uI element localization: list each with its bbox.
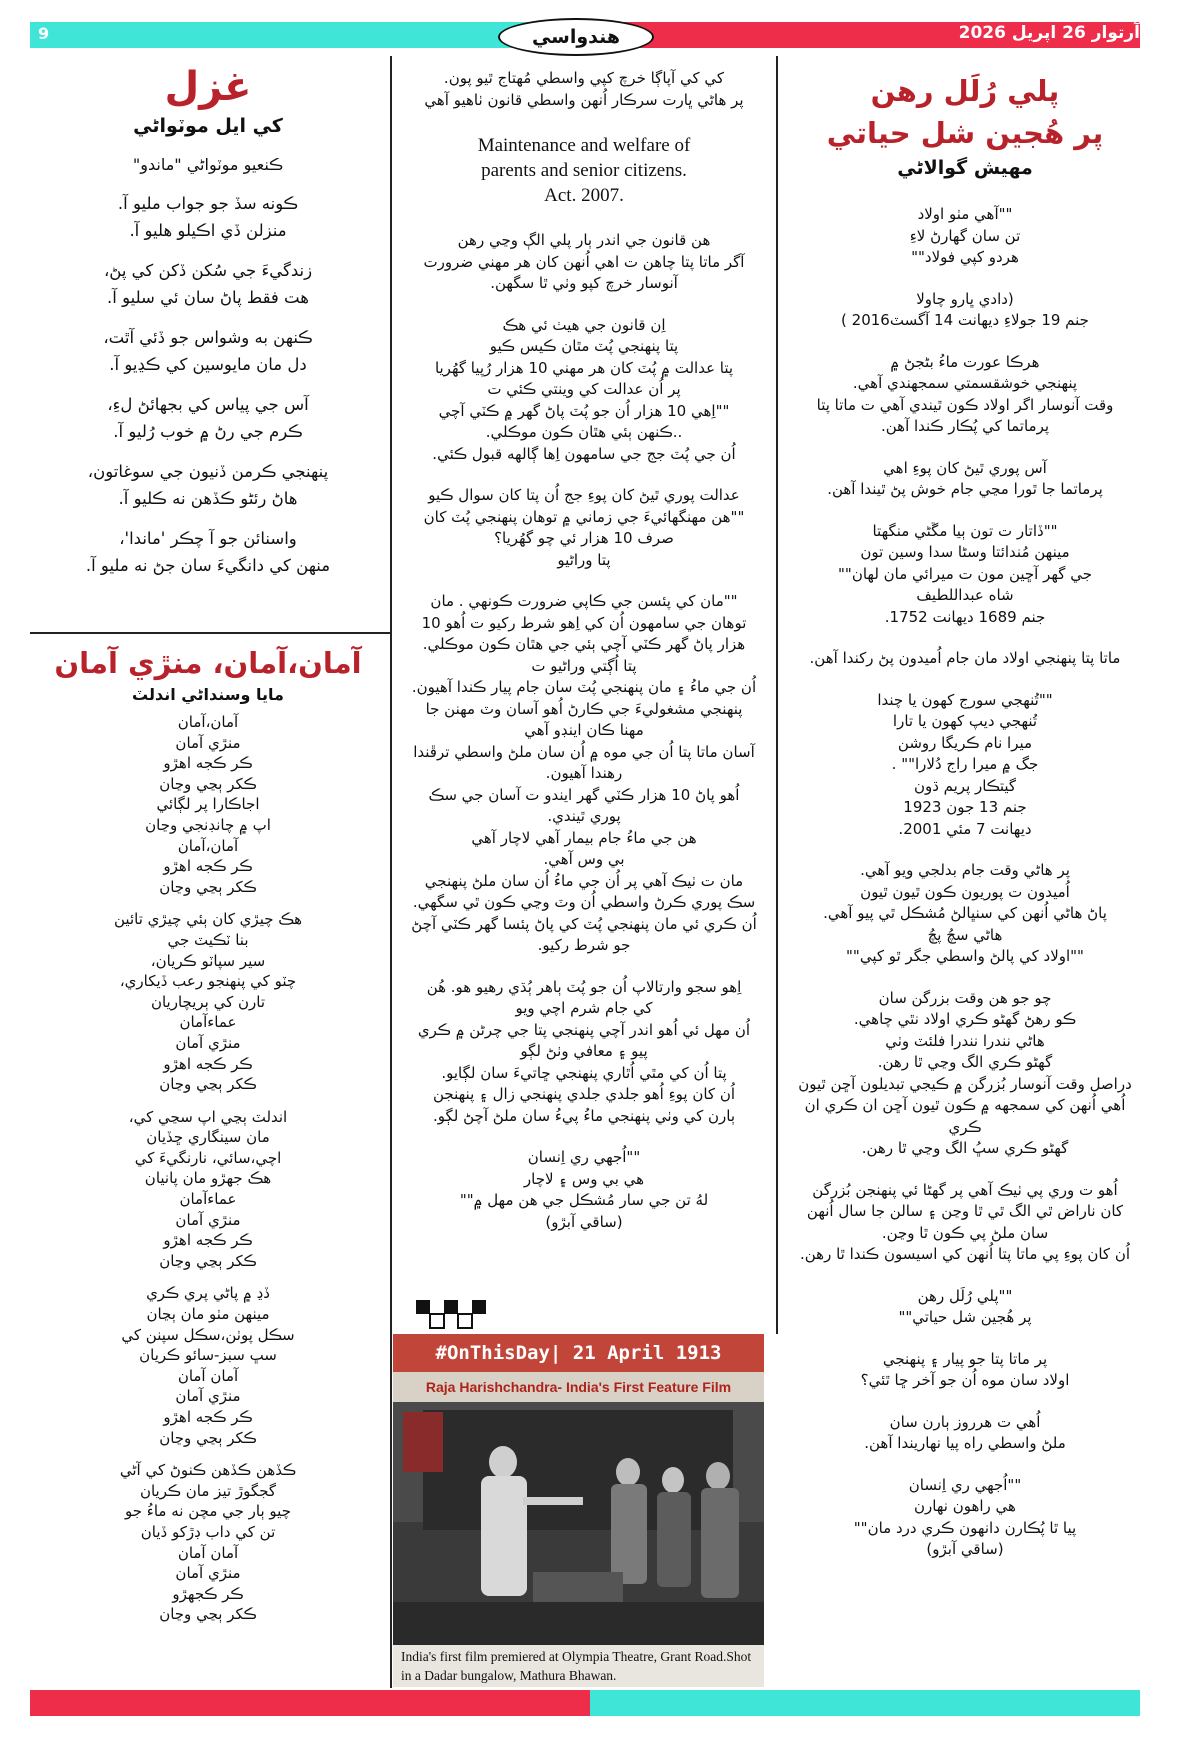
text-line: ""اُجهي ري اِنسان bbox=[527, 1148, 641, 1166]
text-line: پاڻ هاڻي اُنهن کي سنڀالڻ مُشڪل ٿي پيو آهي. bbox=[823, 904, 1107, 922]
section-rule bbox=[30, 632, 390, 634]
text-line: هزار پاڻ گهر ڪٽي آچي ٻئي جي هٿان ڪون موڪلي. bbox=[422, 635, 746, 653]
text-line: سڪ پوري ڪرڻ واسطي اُن وٽ وڃي ڪون ٿي سگهي. bbox=[412, 893, 756, 911]
couplet-line: هت فقط پاڻ سان ئي سليو آ. bbox=[107, 287, 309, 307]
text-line: اُن مهل ئي اُهو اندر آچي پنهنجي پتا جي چرڻن ۾ ڪري bbox=[417, 1020, 751, 1039]
article-paragraph bbox=[790, 860, 1140, 968]
text-line: ٻارن کي وٺي پنهنجي ماءُ پيءُ سان ملڻ آچڻ لڳو. bbox=[433, 1106, 735, 1125]
poem-line: اجاڪارا پر لڳائي bbox=[156, 795, 260, 814]
page-number: 9 bbox=[38, 24, 50, 43]
text-line: ""ڏاتار ت تون ٻيا مڱڻي منگهتا bbox=[872, 521, 1058, 540]
text-line: هي راهون نهارن bbox=[914, 1497, 1016, 1515]
text-line: پيو ۽ معافي وٺڻ لڳو bbox=[520, 1042, 648, 1060]
article-paragraph bbox=[790, 690, 1140, 841]
poem-line: ڪکر ٻڃي وڃان bbox=[159, 1428, 257, 1447]
text-line: دراصل وقت آنوسار بُزرگن ۾ ڪيجي تبديلون آڇن ٿيون bbox=[798, 1074, 1132, 1093]
text-line: اُميدون ت پوريون ڪون ٿيون ٿيون bbox=[860, 882, 1070, 901]
stanza-gap bbox=[30, 897, 386, 909]
text-line: ديهانت 7 مئي 2001. bbox=[898, 819, 1032, 838]
middle-body bbox=[398, 230, 770, 1233]
text-line: گهڻو ڪري الگ وڃي ٿا رهن. bbox=[877, 1053, 1053, 1071]
text-line: اُهي اُنهن کي سمجهه ۾ ڪون ٿيون آڇن ان ڪري ان ڪري bbox=[804, 1096, 1126, 1136]
poem-line: ڪر ڪجه اهڙو bbox=[163, 1054, 253, 1073]
article-paragraph bbox=[398, 230, 770, 295]
text-line: ..ڪنهن ٻئي هٿان ڪون موڪلي. bbox=[485, 423, 683, 441]
article-author: مهيش گوالاڻي bbox=[897, 157, 1033, 179]
poem-line: عماءآمان bbox=[179, 1190, 237, 1209]
text-line: گيتڪار پريم ڌون bbox=[913, 776, 1017, 795]
poem-line: ڪکر ٻڃي وڃان bbox=[159, 774, 257, 793]
masthead-logo: هندواسي bbox=[498, 18, 654, 56]
text-line: اِن قانون جي هيٺ ئي هڪ bbox=[502, 315, 666, 334]
poem-line: آمان،آمان bbox=[177, 836, 239, 855]
poem-line: آمان آمان bbox=[177, 1543, 239, 1562]
text-line: کي کي آپاڳا خرچ کپي واسطي مُهتاج ٿيو پون. bbox=[443, 69, 725, 87]
column-rule-right bbox=[776, 56, 778, 1334]
text-line: پنهنجي مشغوليءَ جي ڪارڻ اُهو آسان وٽ مهنن جا bbox=[425, 699, 743, 718]
poem-line: اچي،سائي، نارنگيءَ کي bbox=[134, 1148, 282, 1167]
text-line: ميرا نام ڪريگا روشن bbox=[897, 733, 1033, 752]
poem-line: مينهن مٺو مان ٻڃان bbox=[146, 1305, 270, 1324]
text-line: تُنهجي ديپ کهون يا تارا bbox=[892, 712, 1038, 730]
text-line: آگر ماتا پتا چاهن ت اهي اُنهن کان هر مهني ضرورت bbox=[423, 252, 745, 271]
text-line: سان ملڻ پي ڪون ٿا وڃن. bbox=[881, 1223, 1049, 1242]
photo-caption: India's first film premiered at Olympia Theatre, Grant Road.Shot in a Dadar bungalow, Mathura Bhawan. bbox=[393, 1645, 764, 1687]
text-line: ""مان کي پئسن جي ڪاپي ضرورت ڪونهي . مان bbox=[430, 592, 738, 610]
poem-line: مان سينگاري ڇڏيان bbox=[146, 1128, 270, 1147]
text-line: کان ناراض ٿي الگ ٿي ٿا وڃن ۽ سالن جا سال اُنهن bbox=[806, 1202, 1124, 1220]
text-line: اِهو سجو وارتالاپ اُن جو پُٽ ٻاهر ٻُڌي رهيو هو. هُن bbox=[426, 977, 742, 996]
footer-bar-left bbox=[30, 1690, 590, 1716]
text-line: صرف 10 هزار ئي چو گهُريا؟ bbox=[494, 529, 674, 547]
text-line: بي وس آهي. bbox=[543, 850, 625, 868]
text-line: پر هاڻي وقت جام بدلجي ويو آهي. bbox=[860, 861, 1070, 879]
footer-bar-right bbox=[590, 1690, 1140, 1716]
text-line: ""اولاد کي پالڻ واسطي جگر ٿو کپي"" bbox=[846, 947, 1084, 965]
poem-line: ڪکر ٻڃي وڃان bbox=[159, 1605, 257, 1624]
couplet-line: هاڻ رئڻو ڪڏهن نه ڪليو آ. bbox=[118, 488, 298, 508]
act-title-line: Maintenance and welfare of bbox=[477, 135, 691, 156]
text-line: پر هُجين شل حياتي"" bbox=[898, 1308, 1032, 1326]
article-title-line1: پلي رُلَل رهن bbox=[870, 74, 1060, 108]
poem-line: هڪ جهڙو مان پانيان bbox=[144, 1169, 272, 1188]
text-line: مينهن مُندائتا وسڻا سدا وسين تون bbox=[860, 543, 1070, 561]
text-line: آسان ماتا پتا اُن جي موه ۾ اُن سان ملڻ واسطي ترڦندا bbox=[413, 742, 755, 761]
text-line: پتا پنهنجي پُٽ مٿان ڪيس ڪيو bbox=[489, 337, 679, 355]
text-line: (ساقي آبڙو) bbox=[926, 1540, 1004, 1558]
text-line: توهان جي سامهون اُن کي اِهو شرط رکيو ت اُهو 10 bbox=[421, 613, 747, 632]
column-rule-left bbox=[390, 56, 392, 1688]
couplet-line: ڪرم جي رڻ ۾ خوب رُليو آ. bbox=[113, 421, 303, 441]
text-line: رهندا آهيون. bbox=[545, 764, 623, 782]
text-line: هاڻي نندرا نندرا فلئٽ وٺي bbox=[885, 1031, 1045, 1050]
couplet-line: منهن کي دانگيءَ سان جڻ نه مليو آ. bbox=[85, 555, 331, 575]
poem-line: اپ ۾ چانڊنجي وڃان bbox=[145, 815, 271, 834]
article-paragraph bbox=[790, 1475, 1140, 1561]
text-line: اُهو پاڻ 10 هزار ڪٽي گهر ايندو ت آسان جي سڪ bbox=[428, 785, 740, 804]
couplet-line: زندگيءَ جي سُکن ڏکن کي پڻ، bbox=[103, 260, 313, 280]
article-paragraph bbox=[790, 1412, 1140, 1455]
article-paragraph bbox=[790, 458, 1140, 501]
text-line: ""هن مهنگهائيءَ جي زماني ۾ توهان پنهنجي پُٽ کان bbox=[423, 507, 745, 526]
poem-line: هڪ چيڙي کان ٻئي چيڙي تائين bbox=[114, 910, 302, 929]
article-paragraph bbox=[790, 204, 1140, 269]
poem-line: گجگوڙ تيز مان ڪريان bbox=[139, 1481, 277, 1500]
act-title-line: parents and senior citizens. bbox=[481, 160, 687, 181]
article-paragraph bbox=[790, 1286, 1140, 1329]
poem-line: ڪکر ٻڃي وڃان bbox=[159, 1251, 257, 1270]
photo-subtitle: Raja Harishchandra- India's First Feature Film bbox=[393, 1372, 764, 1402]
article-body bbox=[790, 204, 1140, 1561]
text-line: ملڻ واسطي راه پيا نهاريندا آهن. bbox=[864, 1434, 1066, 1452]
ghazal-couplet bbox=[30, 458, 386, 512]
couplet-line: دل مان مايوسين کي ڪڍيو آ. bbox=[109, 354, 307, 374]
text-line: ""اُجهي ري اِنسان bbox=[908, 1475, 1022, 1494]
article-paragraph bbox=[398, 315, 770, 466]
poem-line: ڏڍ ۾ پاڻي پري ڪري bbox=[146, 1284, 270, 1303]
poem-line: ڪکر ٻڃي وڃان bbox=[159, 877, 257, 896]
text-line: وقت آنوسار اگر اولاد ڪون ٿيندي آهي ت ماتا پتا bbox=[816, 395, 1114, 414]
article-paragraph bbox=[790, 1180, 1140, 1266]
text-line: اُهي ت هرروز ٻارن سان bbox=[889, 1412, 1041, 1431]
ghazal-couplet bbox=[30, 190, 386, 244]
text-line: (دادي ڀارو چاولا bbox=[916, 289, 1014, 308]
decorative-pattern-icon bbox=[416, 1300, 486, 1332]
photo-banner: #OnThisDay| 21 April 1913 bbox=[393, 1334, 764, 1372]
text-line: کي جام شرم اچي ويو bbox=[515, 999, 653, 1017]
poem-line: بنا ٽڪيٽ جي bbox=[167, 930, 249, 949]
text-line: جو شرط رکيو. bbox=[537, 936, 631, 954]
film-still-image bbox=[393, 1402, 764, 1645]
text-line: پرماتما جا ٿورا مڃي جام خوش پڻ ٿيندا آهن. bbox=[827, 480, 1103, 498]
ghazal-couplet bbox=[30, 525, 386, 579]
article-paragraph bbox=[398, 1147, 770, 1233]
on-this-day-photo bbox=[393, 1334, 764, 1687]
poem-line: تن کي داب ڊڙکو ڏيان bbox=[140, 1522, 276, 1541]
poem-line: سڀ سبز-سائو ڪريان bbox=[139, 1346, 277, 1365]
ghazal-title: غزل bbox=[164, 64, 252, 110]
text-line: پتا اُڳتي وراڻيو ت bbox=[531, 656, 637, 675]
poem-line: ڪر ڪجه اهڙو bbox=[163, 1408, 253, 1426]
text-line: جنم 1689 ديهانت 1752. bbox=[884, 607, 1046, 626]
article-paragraph bbox=[790, 352, 1140, 438]
text-line: چو جو هن وقت بزرگن سان bbox=[878, 988, 1052, 1007]
text-line: لهُ تن جي سار مُشڪل جي هن مهل ۾"" bbox=[459, 1191, 709, 1209]
couplet-line: پنهنجي ڪرمن ڏنيون جي سوغاتون، bbox=[87, 461, 329, 481]
text-line: (ساقي آبڙو) bbox=[545, 1212, 623, 1231]
text-line: تن سان گهارڻ لاءِ bbox=[909, 226, 1021, 245]
text-line: پنهنجي خوشقسمتي سمجهندي آهي. bbox=[852, 374, 1078, 392]
poem-line: منڙي آمان bbox=[175, 1033, 241, 1052]
poem-line: ڪر ڪجه اهڙو bbox=[163, 857, 253, 876]
text-line: اولاد سان موه اُن جو آخر ڇا ٿئي؟ bbox=[860, 1371, 1070, 1389]
text-line: پتا وراڻيو bbox=[557, 550, 611, 569]
text-line: پر ماتا پتا جو پيار ۽ پنهنجي bbox=[882, 1349, 1048, 1368]
text-line: مهنا ڪان اينڊو آهي bbox=[524, 721, 644, 739]
text-line: هن جي ماءُ جام بيمار آهي لاچار آهي bbox=[471, 828, 697, 847]
text-line: ڪو رهڻ گهڻو ڪري اولاد نٿي چاهي. bbox=[853, 1010, 1077, 1028]
poem-line: ڪڏهن ڪڏهن ڪنوڻ کي آڻي bbox=[119, 1461, 297, 1480]
text-line: هاڻي سچُ پچُ bbox=[927, 925, 1003, 944]
text-line: پيا ٿا پُڪارن دانهون ڪري درد مان"" bbox=[853, 1518, 1077, 1537]
act-title-line: Act. 2007. bbox=[544, 185, 624, 206]
text-line: ""پلي رُلَل رهن bbox=[917, 1286, 1013, 1305]
poem-line: آمان،آمان bbox=[177, 713, 239, 731]
text-line: آنوسار خرچ کپو وٺي ٿا سگهن. bbox=[490, 274, 678, 292]
article-paragraph bbox=[790, 648, 1140, 670]
couplet-line: واسنائن جو آ چڪر 'ماندا'، bbox=[119, 528, 297, 548]
poem-line: منڙي آمان bbox=[175, 1210, 241, 1229]
poem-line: منڙي آمان bbox=[175, 1564, 241, 1583]
article-paragraph bbox=[790, 1349, 1140, 1392]
text-line: هرڪا عورت ماءُ بڻجڻ ۾ bbox=[890, 352, 1040, 371]
text-line: شاه عبداللطيف bbox=[916, 586, 1014, 604]
couplet-line: ڪونه سڏ جو جواب مليو آ. bbox=[117, 193, 299, 213]
ghazal-couplet bbox=[30, 391, 386, 445]
text-line: پتا عدالت ۾ پُٽ کان هر مهني 10 هزار رُپيا گهُريا bbox=[434, 358, 734, 377]
poem-line: عماءآمان bbox=[179, 1013, 237, 1032]
aman-poem-author: مايا وسنداڻي اندلٽ bbox=[132, 685, 284, 704]
couplet-line: منزلن ڏي اڪيلو هليو آ. bbox=[129, 220, 287, 240]
text-line: پر اُن عدالت کي وينتي ڪئي ت bbox=[487, 380, 681, 398]
ghazal-couplet bbox=[30, 324, 386, 378]
text-line: مان ت ٺيڪ آهي پر اُن جي ماءُ اُن سان ملڻ پنهنجي bbox=[424, 871, 744, 890]
text-line: اُن ڪري ئي مان پنهنجي پُٽ کي پاڻ پئسا گهر ڪٽي آچڻ bbox=[411, 914, 757, 933]
text-line: عدالت پوري ٿيڻ کان پوءِ جج اُن پتا کان سوال ڪيو bbox=[428, 486, 740, 504]
text-line: پوري ٿيندي. bbox=[547, 807, 621, 825]
act-title bbox=[398, 133, 770, 208]
poem-line: تارن کي ٻريچاريان bbox=[150, 992, 266, 1011]
text-line: ""آهي مٺو اولاد bbox=[917, 205, 1013, 223]
text-line: اُهو ت وري پي ٺيڪ آهي پر گهڻا ئي پنهنجن بُزرگن bbox=[812, 1180, 1118, 1199]
stanza-gap bbox=[30, 1448, 386, 1460]
poem-line: چيو ٻار جي مچن نه ماءُ جو bbox=[125, 1502, 291, 1521]
middle-intro bbox=[398, 68, 770, 111]
text-line: پرماتما کي پُڪار ڪندا آهن. bbox=[880, 417, 1050, 435]
poem-line: منڙي آمان bbox=[175, 733, 241, 752]
text-line: جنم 19 جولاءِ ديهانت 14 آگسٽ2016 ) bbox=[841, 311, 1089, 329]
text-line: هن قانون جي اندر ٻار پلي الڳ وڃي رهن bbox=[457, 231, 711, 249]
article-paragraph bbox=[398, 485, 770, 571]
poem-line: ڪر ڪجهڙو bbox=[172, 1584, 244, 1603]
ghazal-author: کي ايل موٽواڻي bbox=[133, 115, 283, 137]
text-line: اُن جي پُٽ جج جي سامهون اِها ڳالهه قبول ڪئي. bbox=[432, 444, 736, 463]
text-line: آس پوري ٿيڻ کان پوءِ اهي bbox=[883, 458, 1047, 477]
couplet-line: آس جي پياس کي بجهائڻ لءِ، bbox=[107, 394, 309, 414]
text-line: ""تُنهجي سورج کهون يا چندا bbox=[877, 690, 1053, 709]
poem-line: چٽو کي پنهنجو رعب ڏيکاري، bbox=[119, 972, 297, 991]
article-paragraph bbox=[398, 977, 770, 1128]
article-paragraph bbox=[790, 521, 1140, 629]
article-right bbox=[790, 70, 1140, 1581]
ghazal-couplet bbox=[30, 257, 386, 311]
article-paragraph bbox=[398, 591, 770, 957]
text-line: اُن کان پوءِ اُهو جلدي جلدي پنهنجي زال ۽ پنهنجن bbox=[433, 1085, 735, 1103]
article-paragraph bbox=[790, 289, 1140, 332]
text-line: جي گهر آڇين مون ت ميرائي مان لهان"" bbox=[838, 564, 1092, 583]
issue-date: آرتوار 26 اپريل 2026 bbox=[958, 23, 1140, 43]
aman-poem-title: آمان،آمان، منڙي آمان bbox=[54, 646, 362, 680]
couplet-line: ڪنهن به وشواس جو ڏئي آٿت، bbox=[103, 327, 313, 347]
ghazal-section bbox=[30, 62, 386, 592]
article-middle bbox=[398, 68, 770, 1253]
poem-line: منڙي آمان bbox=[175, 1387, 241, 1406]
poem-line: ڪر ڪجه اهڙو bbox=[163, 754, 253, 773]
poem-line: ڪر ڪجه اهڙو bbox=[163, 1231, 253, 1250]
text-line: هي بي وس ۽ لاچار bbox=[523, 1169, 645, 1188]
text-line: ""اِهي 10 هزار اُن جو پُٽ پاڻ گهر ۾ ڪٽي آچي bbox=[438, 401, 730, 420]
header-bar-left bbox=[30, 22, 550, 48]
poem-line: اندلٽ ٻڃي اپ سڃي کي، bbox=[128, 1107, 288, 1126]
text-line: هردو کپي فولاد"" bbox=[911, 248, 1019, 266]
ghazal-intro: ڪنعيو موٽواڻي "ماندو" bbox=[132, 155, 284, 174]
stanza-gap bbox=[30, 1271, 386, 1283]
text-line: جنم 13 جون 1923 bbox=[903, 798, 1027, 816]
poem-line: سير سپاٽو ڪريان، bbox=[150, 951, 266, 970]
aman-poem-section bbox=[30, 642, 386, 1625]
text-line: ماتا پتا پنهنجي اولاد مان جام اُميدون پڻ رکندا آهن. bbox=[809, 649, 1121, 667]
stanza-gap bbox=[30, 1095, 386, 1107]
text-line: پتا اُن کي مٿي اُٿاري پنهنجي ڇاتيءَ سان لڳايو. bbox=[441, 1063, 727, 1082]
ghazal-stanzas bbox=[30, 190, 386, 579]
poem-line: سڪل پوٺن،سڪل سپنن کي bbox=[121, 1325, 295, 1344]
text-line: اُن کان پوءِ پي ماتا پتا اُنهن کي اسيسون ڪندا ٿا رهن. bbox=[799, 1245, 1131, 1263]
aman-poem-lines bbox=[30, 712, 386, 1625]
article-paragraph bbox=[790, 988, 1140, 1160]
poem-line: آمان آمان bbox=[177, 1366, 239, 1385]
text-line: گهڻو ڪري سڀُ الگ وڃي ٿا رهن. bbox=[861, 1139, 1069, 1157]
text-line: اُن جي ماءُ ۽ مان پنهنجي پُٽ سان جام پيار ڪندا آهيون. bbox=[411, 678, 757, 696]
poem-line: ڪکر ٻڃي وڃان bbox=[159, 1075, 257, 1094]
text-line: پر هاڻي ڀارت سرڪار اُنهن واسطي قانون ٺاهيو آهي bbox=[424, 90, 744, 109]
article-title-line2: پر هُجين شل حياتي bbox=[826, 116, 1104, 150]
text-line: جگ ۾ ميرا راج دُلارا"" . bbox=[891, 755, 1039, 773]
